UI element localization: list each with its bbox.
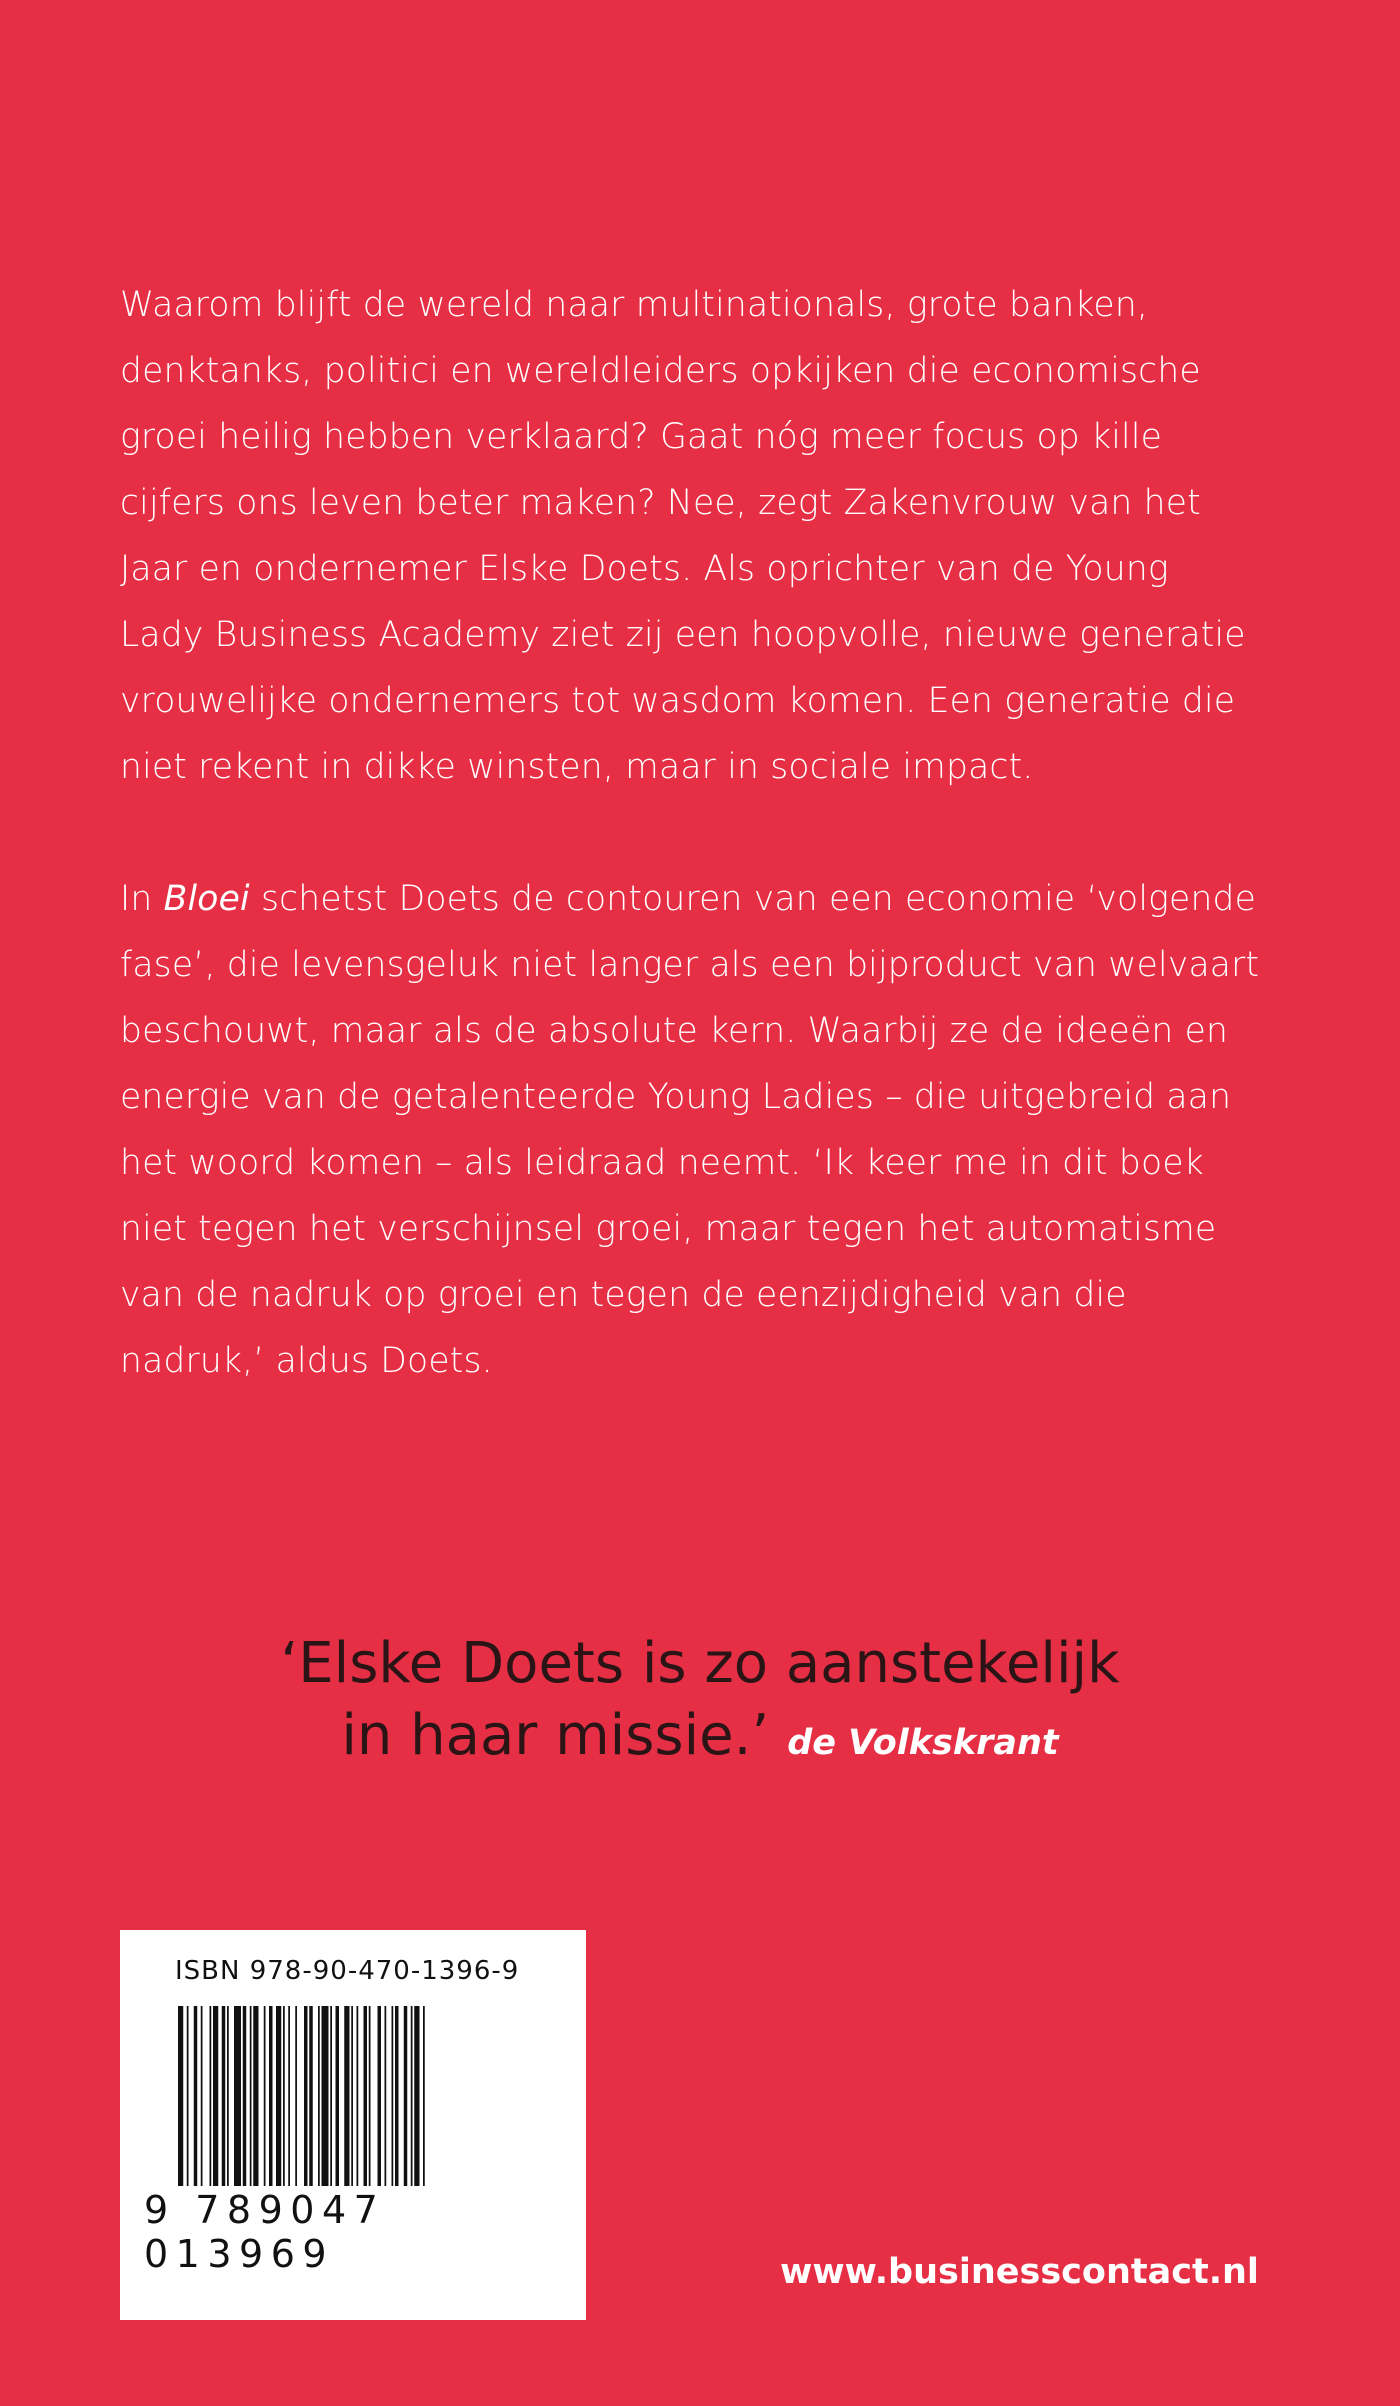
barcode-bar xyxy=(411,2006,413,2186)
barcode-bar xyxy=(414,2006,419,2186)
barcode-bar xyxy=(318,2006,320,2186)
barcode-bar xyxy=(364,2006,368,2186)
barcode-bar xyxy=(336,2006,340,2186)
quote-line-1: ‘Elske Doets is zo aanstekelijk xyxy=(280,1631,1120,1696)
quote-line-2 xyxy=(0,1700,1400,1779)
publisher-website: www.businesscontact.nl xyxy=(780,2252,1259,2292)
barcode-bar xyxy=(322,2006,329,2186)
barcode-bar xyxy=(309,2006,313,2186)
barcode-digits: 9 789047 013969 xyxy=(144,2188,386,2276)
press-quote xyxy=(0,1628,1400,1779)
blurb-paragraph-1: Waarom blijft de wereld naar multinationals, grote banken, denktanks, politici en wereldleiders opkijken die economische groei heilig hebben verklaard? Gaat nóg meer focus op kille cijfers ons leven beter maken? Nee, zegt Zakenvrouw van het Jaar en ondernemer Elske Doets. Als oprichter van de Young Lady Business Academy ziet zij een hoopvolle, nieuwe generatie vrouwelijke ondernemers tot wasdom komen. Een generatie die niet rekent in dikke winsten, maar in sociale impact. xyxy=(120,285,1246,787)
barcode-bars xyxy=(178,2006,528,2186)
barcode-bar xyxy=(357,2006,359,2186)
barcode-bar xyxy=(234,2006,241,2186)
barcode-bar xyxy=(330,2006,332,2186)
barcode-bar xyxy=(385,2006,387,2186)
barcode-bar xyxy=(369,2006,371,2186)
blurb-paragraph-2-text: schetst Doets de contouren van een economie ‘volgende fase’, die levensgeluk niet langer als een bijproduct van welvaart beschouwt, maar als de absolute kern. Waarbij ze de ideeën en energie van de getalenteerde Young Ladies – die uitgebreid aan het woord komen – als leidraad neemt. ‘Ik keer me in dit boek niet tegen het verschijnsel groei, maar tegen het automatisme van de nadruk op groei en tegen de eenzijdigheid van die nadruk,’ aldus Doets. xyxy=(120,879,1260,1381)
barcode-bar xyxy=(392,2006,394,2186)
blurb-paragraph-2-prefix: In xyxy=(120,879,164,919)
barcode-bar xyxy=(250,2006,252,2186)
barcode-bar xyxy=(264,2006,266,2186)
barcode-bar xyxy=(283,2006,285,2186)
back-cover-blurb xyxy=(120,272,1260,1394)
barcode-bar xyxy=(344,2006,349,2186)
barcode-bar xyxy=(295,2006,297,2186)
blurb-paragraph-2 xyxy=(120,866,1260,1394)
barcode-bar xyxy=(351,2006,353,2186)
quote-line-2-text: in haar missie.’ xyxy=(341,1703,770,1768)
barcode-bar xyxy=(187,2006,189,2186)
barcode-bar xyxy=(253,2006,258,2186)
barcode-bar xyxy=(276,2006,281,2186)
barcode-bar xyxy=(227,2006,229,2186)
barcode-bar xyxy=(423,2006,425,2186)
barcode-bar xyxy=(194,2006,198,2186)
barcode-bar xyxy=(269,2006,273,2186)
barcode-bar xyxy=(222,2006,226,2186)
barcode-bar xyxy=(404,2006,408,2186)
barcode-bar xyxy=(378,2006,382,2186)
barcode-bar xyxy=(288,2006,290,2186)
quote-source: de Volkskrant xyxy=(787,1723,1059,1763)
barcode-bar xyxy=(304,2006,308,2186)
barcode-bar xyxy=(201,2006,203,2186)
barcode-bar xyxy=(178,2006,183,2186)
barcode-bar xyxy=(395,2006,399,2186)
isbn-label: ISBN 978-90-470-1396-9 xyxy=(175,1956,520,1986)
barcode-bar xyxy=(243,2006,247,2186)
barcode-bar xyxy=(210,2006,212,2186)
barcode-bar xyxy=(213,2006,218,2186)
isbn-barcode xyxy=(120,1930,586,2320)
book-title: Bloei xyxy=(163,879,250,919)
